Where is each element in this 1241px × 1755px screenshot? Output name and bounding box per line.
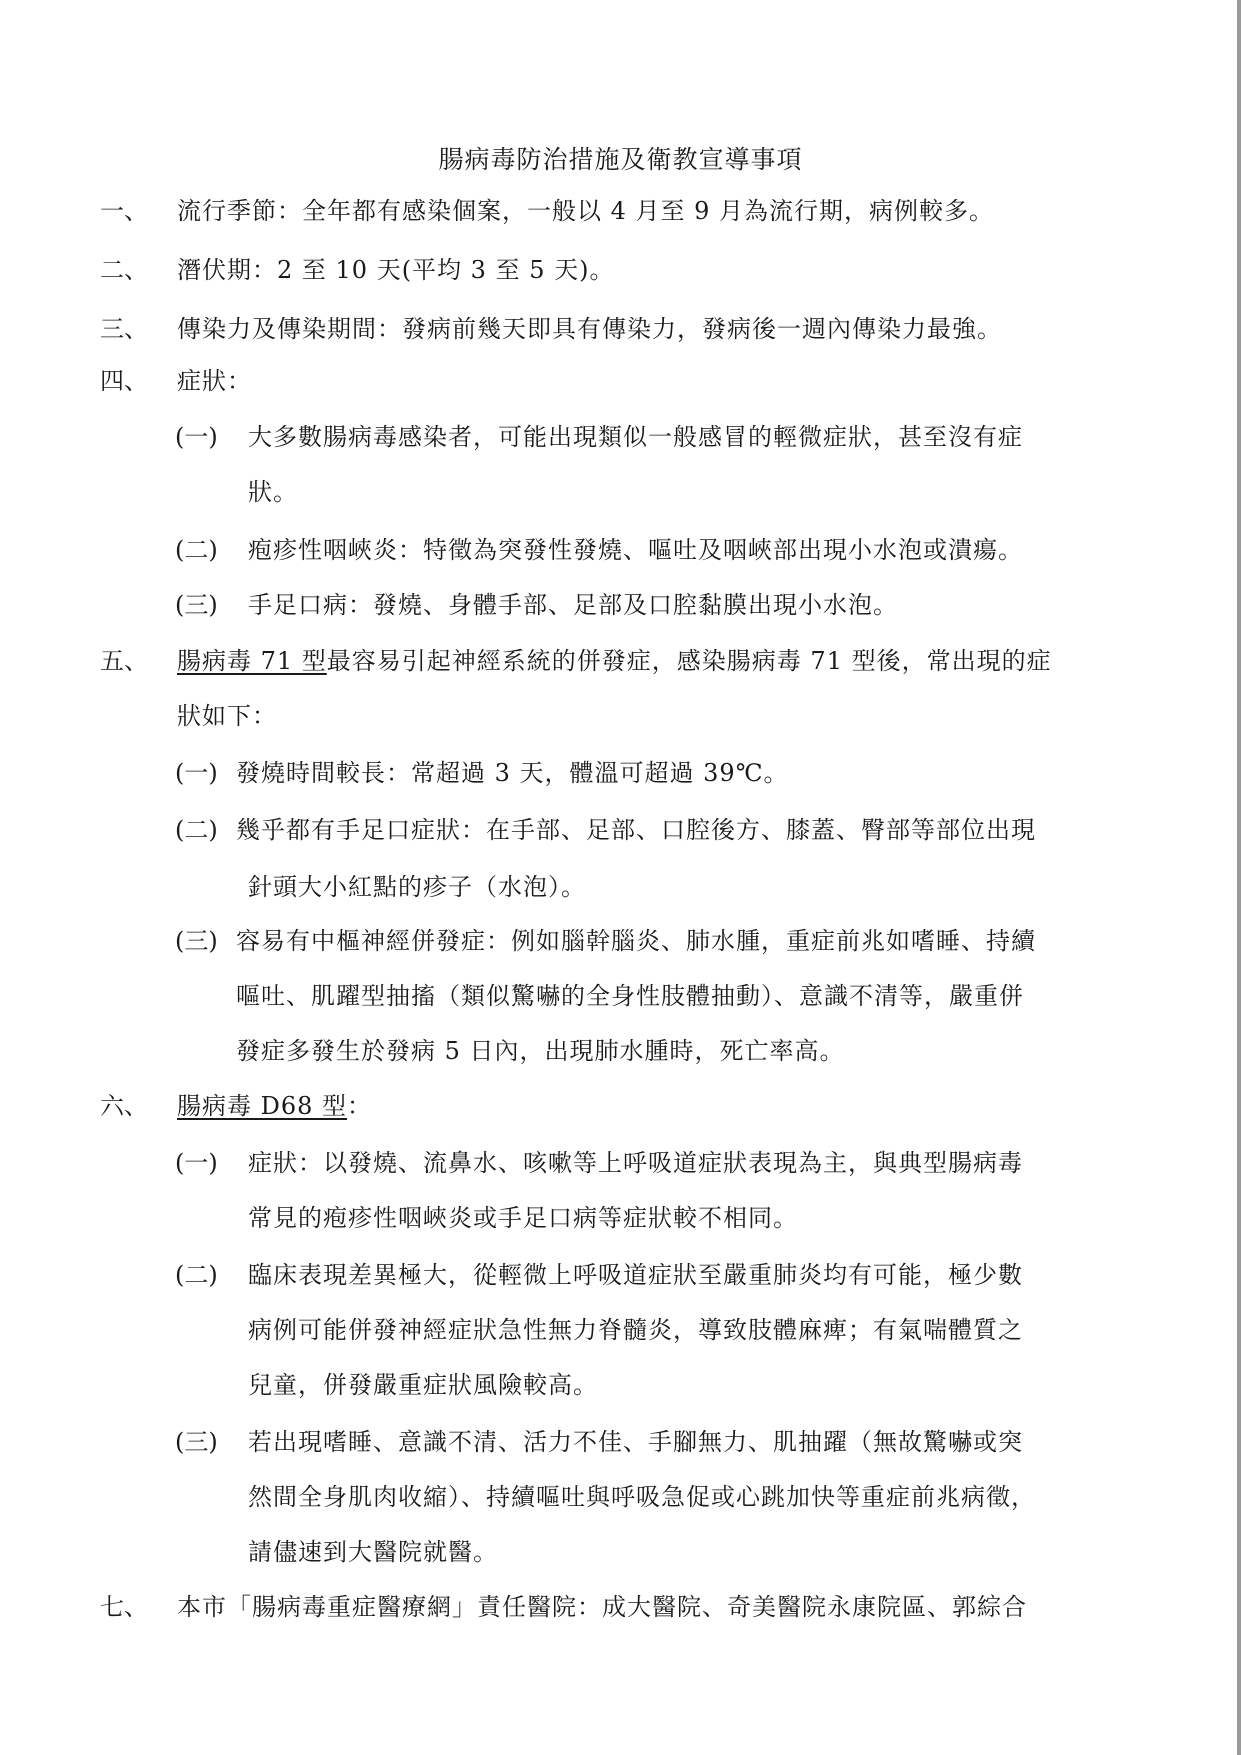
item-6-sub-1-line-2: 常見的疱疹性咽峽炎或手足口病等症狀較不相同。 xyxy=(248,1204,798,1232)
item-7-text: 本市「腸病毒重症醫療網」責任醫院：成大醫院、奇美醫院永康院區、郭綜合 xyxy=(177,1593,1027,1621)
item-4-text: 症狀： xyxy=(177,367,252,395)
item-4-sub-1-line-2: 狀。 xyxy=(248,478,298,506)
item-5-sub-3-line-1: 容易有中樞神經併發症：例如腦幹腦炎、肺水腫，重症前兆如嗜睡、持續 xyxy=(236,927,1036,955)
item-4-sub-2-number: (二) xyxy=(175,536,218,564)
item-6-sub-3-line-3: 請儘速到大醫院就醫。 xyxy=(248,1538,498,1566)
item-2-number: 二、 xyxy=(100,256,148,284)
item-5-sub-1-line-1: 發燒時間較長：常超過 3 天，體溫可超過 39℃。 xyxy=(236,759,789,787)
item-4-number: 四、 xyxy=(100,367,148,395)
item-3-number: 三、 xyxy=(100,315,148,343)
document-title: 腸病毒防治措施及衛教宣導事項 xyxy=(438,145,803,174)
item-5-number: 五、 xyxy=(100,647,148,675)
item-2-text: 潛伏期：2 至 10 天(平均 3 至 5 天)。 xyxy=(177,256,615,284)
item-5-text: 最容易引起神經系統的併發症，感染腸病毒 71 型後，常出現的症 xyxy=(326,647,1052,675)
item-4-sub-3-number: (三) xyxy=(175,591,218,619)
scan-edge xyxy=(1237,0,1241,1755)
item-5-line-1 xyxy=(177,646,1052,676)
item-5-sub-2-line-1: 幾乎都有手足口症狀：在手部、足部、口腔後方、膝蓋、臀部等部位出現 xyxy=(236,816,1036,844)
item-6-sub-1-number: (一) xyxy=(175,1149,218,1177)
item-6-sub-2-line-3: 兒童，併發嚴重症狀風險較高。 xyxy=(248,1371,598,1399)
item-5-sub-3-number: (三) xyxy=(175,927,218,955)
item-6-underlined-term: 腸病毒 D68 型 xyxy=(177,1092,348,1120)
item-5-underlined-term: 腸病毒 71 型 xyxy=(177,647,327,675)
item-5-sub-1-number: (一) xyxy=(175,759,218,787)
item-5-sub-2-line-2: 針頭大小紅點的疹子（水泡）。 xyxy=(248,873,586,901)
item-6-line-1 xyxy=(177,1091,372,1121)
item-6-sub-3-line-2: 然間全身肌肉收縮）、持續嘔吐與呼吸急促或心跳加快等重症前兆病徵， xyxy=(248,1483,1036,1511)
item-4-sub-2-line-1: 疱疹性咽峽炎：特徵為突發性發燒、嘔吐及咽峽部出現小水泡或潰瘍。 xyxy=(248,536,1023,564)
item-3-text: 傳染力及傳染期間：發病前幾天即具有傳染力，發病後一週內傳染力最強。 xyxy=(177,315,1002,343)
item-4-sub-1-number: (一) xyxy=(175,423,218,451)
item-4-sub-3-line-1: 手足口病：發燒、身體手部、足部及口腔黏膜出現小水泡。 xyxy=(248,591,898,619)
item-1-number: 一、 xyxy=(100,197,148,225)
item-6-text: ： xyxy=(347,1092,373,1120)
item-6-sub-3-number: (三) xyxy=(175,1428,218,1456)
item-1-text: 流行季節：全年都有感染個案，一般以 4 月至 9 月為流行期，病例較多。 xyxy=(177,197,995,225)
item-6-sub-2-line-1: 臨床表現差異極大，從輕微上呼吸道症狀至嚴重肺炎均有可能，極少數 xyxy=(248,1261,1023,1289)
item-5-line-2: 狀如下： xyxy=(177,702,277,730)
item-5-sub-3-line-3: 發症多發生於發病 5 日內，出現肺水腫時，死亡率高。 xyxy=(236,1037,845,1065)
item-5-sub-2-number: (二) xyxy=(175,816,218,844)
item-6-sub-1-line-1: 症狀：以發燒、流鼻水、咳嗽等上呼吸道症狀表現為主，與典型腸病毒 xyxy=(248,1149,1023,1177)
item-6-sub-2-number: (二) xyxy=(175,1261,218,1289)
item-6-number: 六、 xyxy=(100,1092,148,1120)
item-7-number: 七、 xyxy=(100,1593,148,1621)
item-6-sub-2-line-2: 病例可能併發神經症狀急性無力脊髓炎，導致肢體麻痺；有氣喘體質之 xyxy=(248,1316,1023,1344)
item-5-sub-3-line-2: 嘔吐、肌躍型抽搐（類似驚嚇的全身性肢體抽動）、意識不清等，嚴重併 xyxy=(236,982,1024,1010)
item-4-sub-1-line-1: 大多數腸病毒感染者，可能出現類似一般感冒的輕微症狀，甚至沒有症 xyxy=(248,423,1023,451)
item-6-sub-3-line-1: 若出現嗜睡、意識不清、活力不佳、手腳無力、肌抽躍（無故驚嚇或突 xyxy=(248,1428,1023,1456)
